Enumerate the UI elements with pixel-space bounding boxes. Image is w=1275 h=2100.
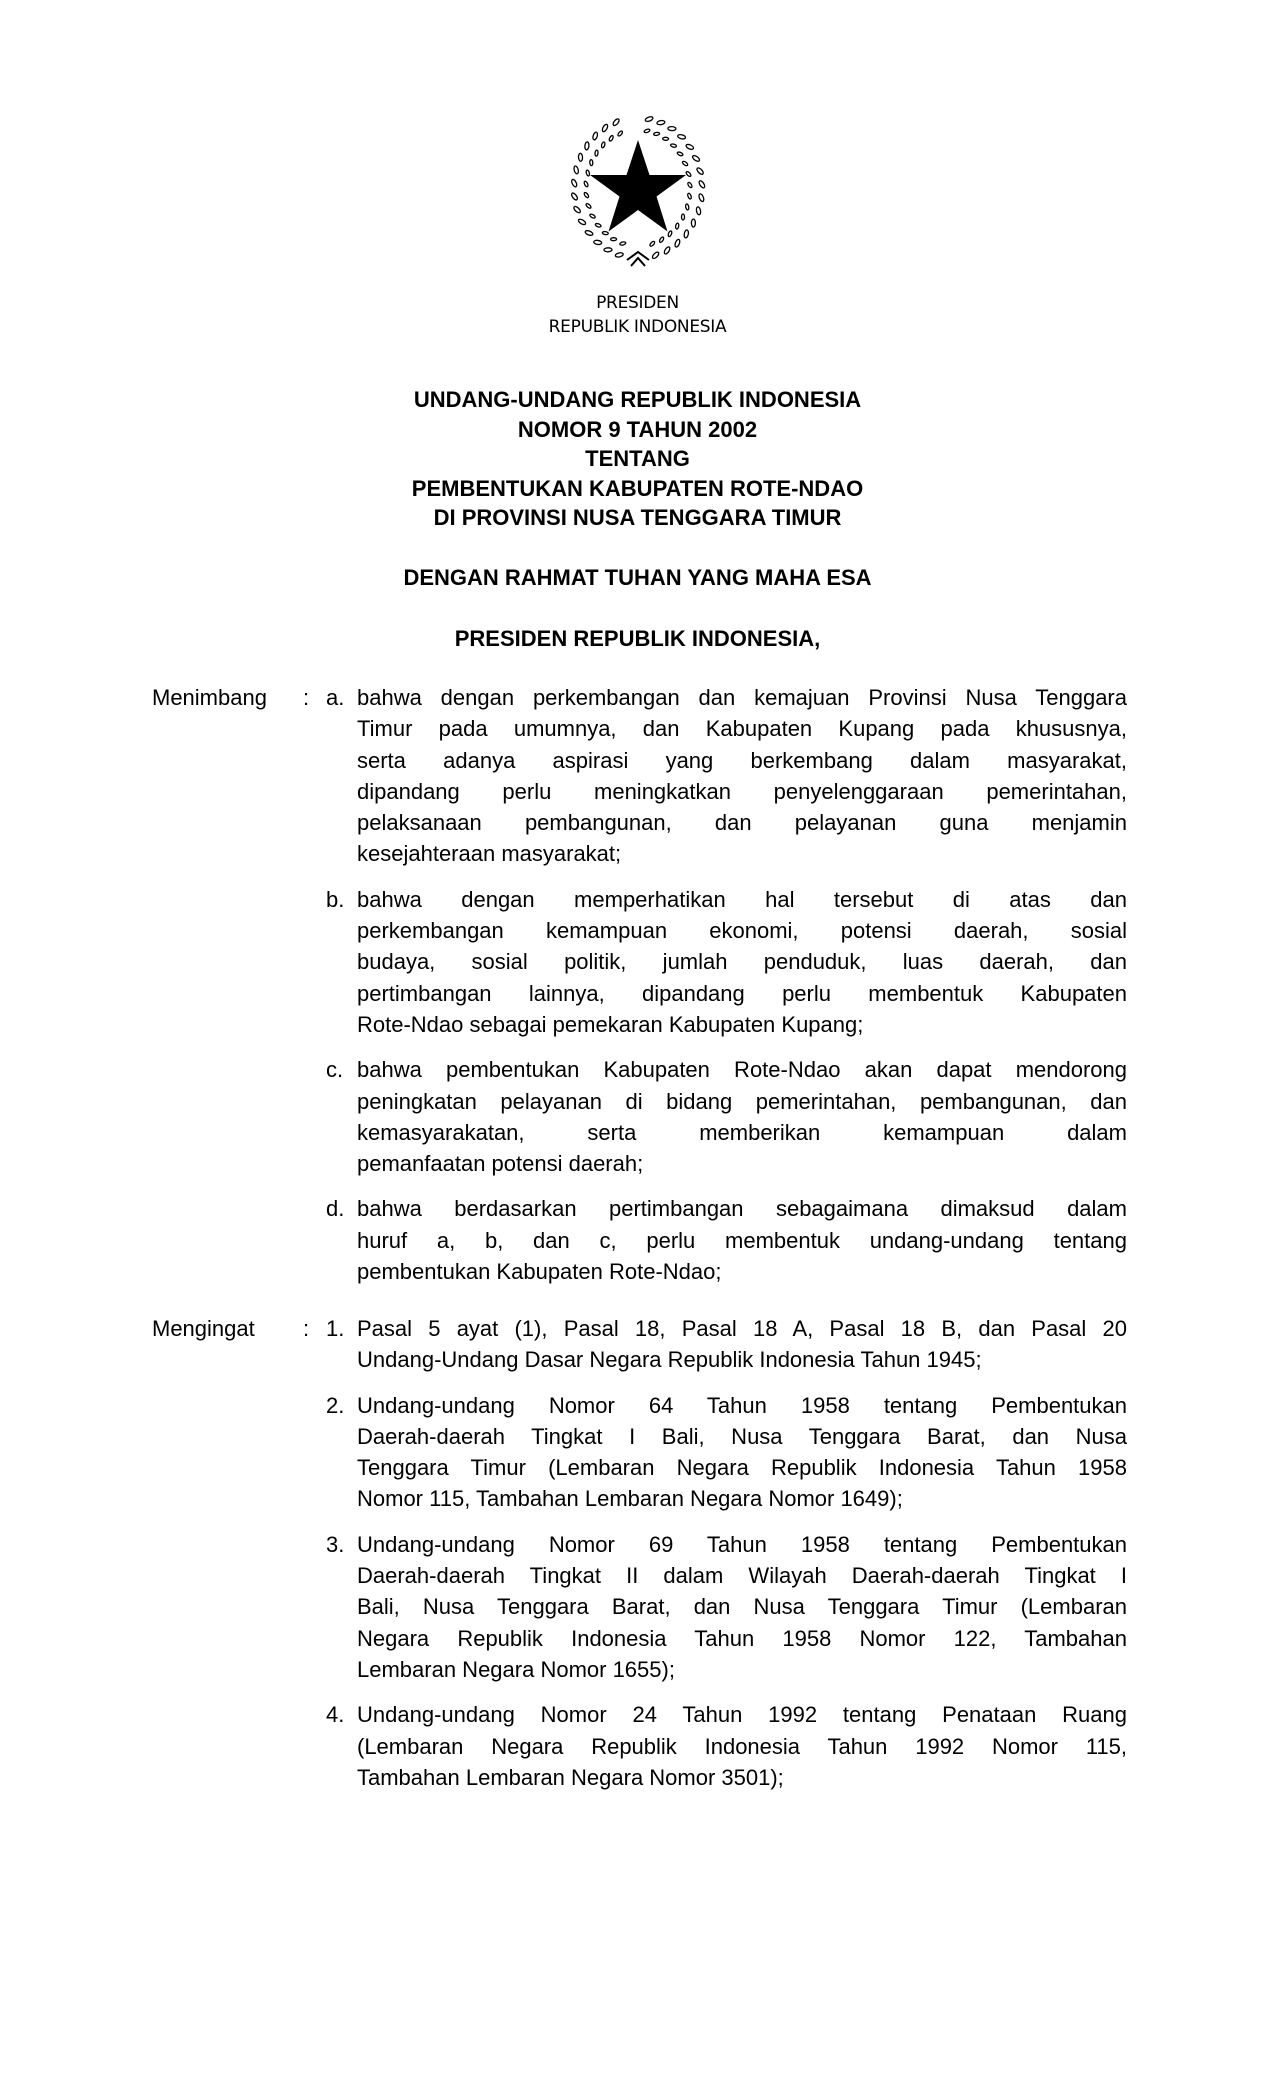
leaf [586,170,590,177]
item-text [357,1529,1127,1685]
title-line: PEMBENTUKAN KABUPATEN ROTE-NDAO [411,475,864,501]
invocation: DENGAN RAHMAT TUHAN YANG MAHA ESA [403,565,872,590]
item-number: 3. [326,1531,345,1557]
leaf [602,231,608,235]
item-number: c. [326,1057,344,1083]
text-line: Daerah-daerah Tingkat I Bali, Nusa Tenggara Barat, dan Nusa [357,1423,1127,1449]
leaf [657,120,666,125]
leaf [595,223,602,228]
leaf [615,252,624,258]
text-line: Daerah-daerah Tingkat II dalam Wilayah Daerah-daerah Tingkat I [357,1563,1127,1589]
leaf [611,238,617,241]
text-line: Pasal 5 ayat (1), Pasal 18, Pasal 18 A, Pasal 18 B, dan Pasal 20 [357,1316,1127,1341]
leaf [593,240,602,245]
mengingat-item [152,1529,1127,1685]
leaf [653,132,659,136]
leaf [644,128,651,133]
leaf [601,124,608,133]
menimbang-item [152,884,1127,1040]
text-line: Tenggara Timur (Lembaran Negara Republik Indonesia Tahun 1958 [357,1455,1127,1481]
mengingat-item [152,1313,1127,1376]
text-line: perkembangan kemampuan ekonomi, potensi daerah, sosial [357,918,1127,944]
mengingat-section [152,1313,1127,1807]
section-label: Menimbang [152,685,267,710]
text-line: serta adanya aspirasi yang berkembang dalam masyarakat, [357,747,1127,773]
leaf [698,193,705,202]
text-line: Tambahan Lembaran Negara Nomor 3501); [357,1764,784,1790]
leaf [583,181,588,188]
leaf [573,205,582,213]
office-line-1: PRESIDEN [596,293,679,313]
section-label: Mengingat [152,1316,255,1341]
leaf [682,214,685,220]
leaf [667,230,672,237]
leaf [696,167,704,176]
text-line: Rote-Ndao sebagai pemekaran Kabupaten Kupang; [357,1011,864,1037]
leaf [687,193,692,200]
leaf [687,182,693,189]
star-icon [590,140,686,232]
leaf [620,241,627,245]
leaf [668,126,676,130]
leaf [601,142,606,149]
text-line: dipandang perlu meningkatkan penyelenggaraan pemerintahan, [357,778,1127,804]
mengingat-item [152,1390,1127,1515]
leaf [659,236,665,243]
leaf [685,143,694,150]
text-line: bahwa dengan memperhatikan hal tersebut di atas dan [357,886,1127,912]
leaf [595,150,599,156]
leaf [592,132,598,141]
text-line: Undang-undang Nomor 24 Tahun 1992 tentang Penataan Ruang [357,1702,1127,1728]
text-line: budaya, sosial politik, jumlah penduduk, luas daerah, dan [357,949,1127,975]
text-line: bahwa berdasarkan pertimbangan sebagaimana dimaksud dalam [357,1196,1127,1222]
leaf [571,179,578,188]
menimbang-item [152,1054,1127,1179]
leaf [584,142,589,150]
leaf [612,118,620,127]
leaf [578,218,587,226]
item-text [357,1699,1127,1793]
item-text [357,1313,1127,1376]
leaf [617,130,623,137]
item-number: d. [326,1196,345,1222]
leaf [589,213,596,219]
text-line: Undang-undang Nomor 64 Tahun 1958 tentang Pembentukan [357,1392,1127,1418]
item-text [357,1390,1127,1515]
menimbang-section [152,682,1127,1301]
text-line: kesejahteraan masyarakat; [357,841,622,867]
leaf [696,206,701,215]
leaf [604,248,612,252]
president-heading: PRESIDEN REPUBLIK INDONESIA, [454,626,821,651]
leaf [608,135,614,142]
text-line: Timur pada umumnya, dan Kabupaten Kupang pada khususnya, [357,716,1127,742]
title-line: NOMOR 9 TAHUN 2002 [517,416,758,442]
menimbang-item [152,1193,1127,1287]
leaf [663,246,671,255]
leaf [677,134,686,140]
leaf [677,151,684,156]
text-line: bahwa dengan perkembangan dan kemajuan Provinsi Nusa Tenggara [357,685,1127,710]
leaf [645,116,654,122]
text-line: Bali, Nusa Tenggara Barat, dan Nusa Tenggara Timur (Lembaran [357,1594,1127,1620]
leaf [692,154,701,162]
leaf [573,166,579,175]
title-line: UNDANG-UNDANG REPUBLIK INDONESIA [413,387,862,412]
item-text [357,1054,1127,1179]
text-line: bahwa pembentukan Kabupaten Rote-Ndao akan dapat mendorong [357,1057,1127,1083]
item-number: 4. [326,1702,345,1728]
leaf [685,204,689,210]
leaf [674,239,681,248]
leaf [649,241,655,247]
leaf [651,251,659,260]
text-line: pertimbangan lainnya, dipandang perlu membentuk Kabupaten [357,980,1127,1006]
office-line-2: REPUBLIK INDONESIA [548,317,727,337]
item-number: 1. [326,1316,345,1341]
item-text [357,682,1127,870]
leaf [685,171,691,177]
ribbon [627,252,649,266]
section-colon: : [303,1316,310,1341]
text-line: kemasyarakatan, serta memberikan kemampuan dalam [357,1119,1127,1145]
leaf [583,192,589,199]
presidential-seal-icon [557,112,719,272]
mengingat-item [152,1699,1127,1793]
title-line: TENTANG [585,446,690,472]
document-title [0,385,1275,533]
leaf [675,223,679,229]
item-number: 2. [326,1392,345,1418]
text-line: Undang-Undang Dasar Negara Republik Indonesia Tahun 1945; [357,1347,982,1373]
leaf [663,137,669,140]
item-number: a. [326,685,345,710]
leaf [684,230,689,239]
section-colon: : [303,685,310,710]
text-line: (Lembaran Negara Republik Indonesia Tahun 1992 Nomor 115, [357,1733,1127,1759]
text-line: pembentukan Kabupaten Rote-Ndao; [357,1259,722,1285]
text-line: peningkatan pelayanan di bidang pemerintahan, pembangunan, dan [357,1088,1127,1114]
item-text [357,884,1127,1040]
leaf [682,161,689,167]
item-text [357,1193,1127,1287]
text-line: Undang-undang Nomor 69 Tahun 1958 tentang Pembentukan [357,1531,1127,1557]
text-line: pelaksanaan pembangunan, dan pelayanan guna menjamin [357,810,1127,836]
text-line: pemanfaatan potensi daerah; [357,1151,644,1177]
text-line: Nomor 115, Tambahan Lembaran Negara Nomor 1649); [357,1486,903,1512]
title-line: DI PROVINSI NUSA TENGGARA TIMUR [433,505,842,531]
leaf [570,192,578,201]
leaf [578,153,583,161]
text-line: huruf a, b, dan c, perlu membentuk undang-undang tentang [357,1227,1127,1253]
leaf [585,230,594,236]
leaf [590,160,593,166]
leaf [585,203,591,209]
text-line: Lembaran Negara Nomor 1655); [357,1656,675,1682]
text-line: Negara Republik Indonesia Tahun 1958 Nomor 122, Tambahan [357,1625,1127,1651]
item-number: b. [326,886,345,912]
menimbang-item [152,682,1127,870]
leaf [698,180,706,189]
leaf [670,143,677,147]
leaf [691,219,695,227]
